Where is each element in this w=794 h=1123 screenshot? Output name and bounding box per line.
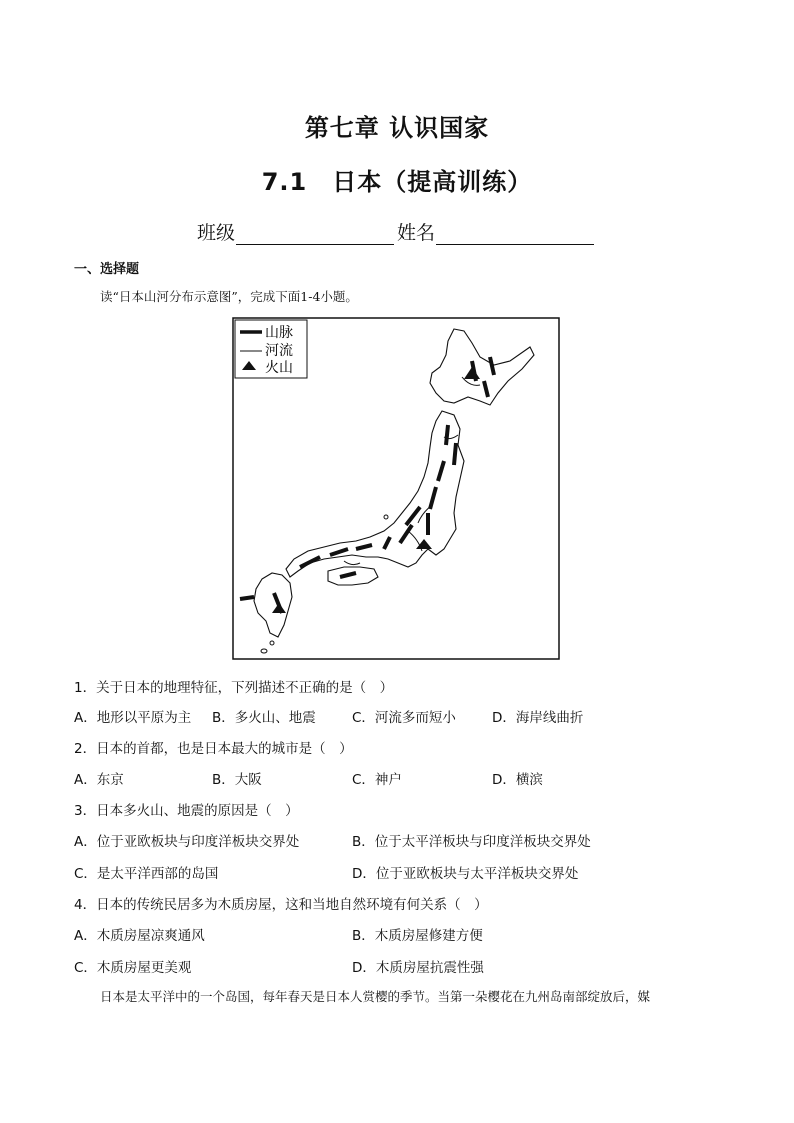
question-3-stem: 3．日本多火山、地震的原因是（ ）: [74, 803, 299, 819]
class-blank[interactable]: [236, 222, 394, 245]
class-label: 班级: [196, 222, 235, 244]
q3-option-c[interactable]: C．是太平洋西部的岛国: [74, 866, 219, 882]
mountain-range: [240, 597, 254, 599]
q3-option-d[interactable]: D．位于亚欧板块与太平洋板块交界处: [352, 866, 579, 882]
lesson-title: 7.1 日本（提高训练）: [261, 168, 533, 196]
mountain-range: [454, 443, 456, 465]
q1-option-b[interactable]: B．多火山、地震: [212, 710, 316, 726]
question-4-stem: 4．日本的传统民居多为木质房屋，这和当地自然环境有何关系（ ）: [74, 897, 488, 913]
legend-volcano-label: 火山: [265, 360, 293, 376]
map-legend: [235, 320, 307, 378]
q4-option-d[interactable]: D．木质房屋抗震性强: [352, 960, 484, 976]
next-passage: 日本是太平洋中的一个岛国，每年春天是日本人赏樱的季节。当第一朵樱花在九州岛南部绽放后，媒: [100, 989, 651, 1004]
q2-option-b[interactable]: B．大阪: [212, 772, 262, 788]
q4-option-a[interactable]: A．木质房屋凉爽通风: [74, 928, 205, 944]
section-intro: 读“日本山河分布示意图”，完成下面1-4小题。: [100, 289, 358, 304]
q2-option-c[interactable]: C．神户: [352, 772, 402, 788]
q1-option-d[interactable]: D．海岸线曲折: [492, 710, 584, 726]
q3-option-a[interactable]: A．位于亚欧板块与印度洋板块交界处: [74, 834, 300, 850]
legend-mountain-label: 山脉: [265, 325, 293, 341]
legend-river-label: 河流: [265, 343, 293, 359]
question-1-stem: 1．关于日本的地理特征，下列描述不正确的是（ ）: [74, 680, 394, 696]
q4-option-b[interactable]: B．木质房屋修建方便: [352, 928, 483, 944]
question-2-stem: 2．日本的首都，也是日本最大的城市是（ ）: [74, 741, 353, 757]
q2-option-a[interactable]: A．东京: [74, 772, 124, 788]
student-info-line: [0, 218, 794, 245]
q4-option-c[interactable]: C．木质房屋更美观: [74, 960, 192, 976]
japan-map: [232, 317, 560, 660]
name-blank[interactable]: [436, 222, 594, 245]
name-label: 姓名: [397, 222, 436, 244]
section-title: 一、选择题: [74, 262, 140, 277]
q2-option-d[interactable]: D．横滨: [492, 772, 543, 788]
q1-option-c[interactable]: C．河流多而短小: [352, 710, 456, 726]
mountain-range: [446, 425, 448, 445]
chapter-title: 第七章 认识国家: [304, 114, 490, 142]
q3-option-b[interactable]: B．位于太平洋板块与印度洋板块交界处: [352, 834, 591, 850]
q1-option-a[interactable]: A．地形以平原为主: [74, 710, 192, 726]
